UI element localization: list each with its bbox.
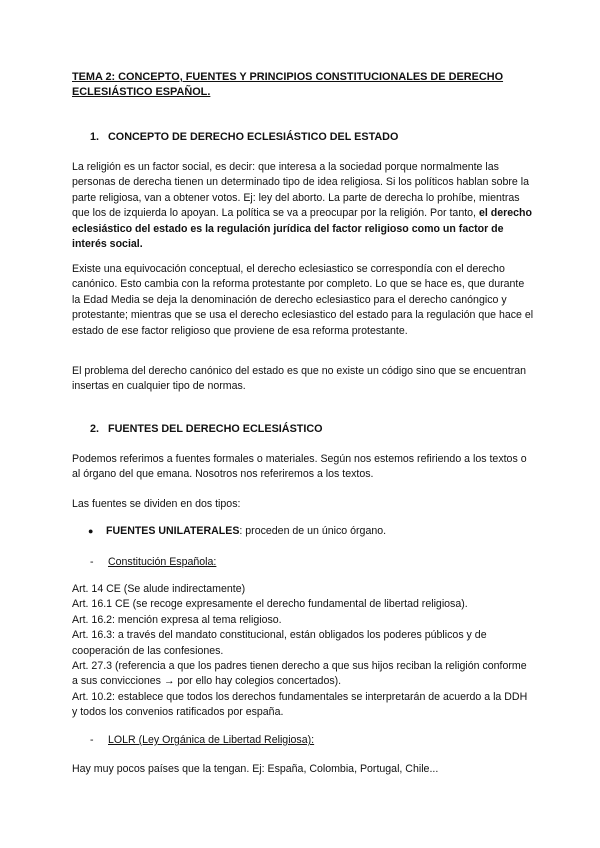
- section-2-number: 2.: [90, 423, 100, 435]
- article-line: Art. 10.2: establece que todos los derechos fundamentales se interpretarán de acuerdo a la DDH y todos los convenios ratificados por españa.: [72, 690, 528, 719]
- dash-icon: -: [90, 556, 94, 568]
- section-1-paragraph-2: Existe una equivocación conceptual, el derecho eclesiastico se correspondía con el derecho canónico. Esto cambia con la reforma protestante por completo. Lo que se hace es, que durante la Edad Media se deja la denominación de derecho eclesiastico para el derecho canóngico y protestante; mientras que se usa el derecho eclesiastico del estado para la regulación que hace el estado de ese factor religioso que proviene de esa reforma protestante.: [72, 263, 534, 337]
- section-1-paragraph-1: [72, 160, 534, 252]
- subheading-constitucion: Constitución Española:: [108, 556, 217, 568]
- subheading-lolr: LOLR (Ley Orgánica de Libertad Religiosa):: [108, 734, 315, 746]
- article-line: Art. 14 CE (Se alude indirectamente): [72, 583, 246, 595]
- article-line: Art. 16.2: mención expresa al tema religioso.: [72, 613, 282, 626]
- article-line: Art. 27.3 (referencia a que los padres tienen derecho a que sus hijos reciban la religión conforme a sus convicciones → por ello hay colegios concertados).: [72, 660, 527, 688]
- section-1-heading-text: CONCEPTO DE DERECHO ECLESIÁSTICO DEL ESTADO: [108, 131, 399, 143]
- section-2-heading: [90, 422, 323, 437]
- section-2-paragraph-3: Hay muy pocos países que la tengan. Ej: España, Colombia, Portugal, Chile...: [72, 763, 439, 775]
- section-2-heading-text: FUENTES DEL DERECHO ECLESIÁSTICO: [108, 423, 323, 435]
- section-1-heading: [90, 130, 398, 145]
- section-1-paragraph-3: El problema del derecho canónico del estado es que no existe un código sino que se encuentran insertas en cualquier tipo de normas.: [72, 365, 527, 393]
- section-1-number: 1.: [90, 131, 100, 143]
- bullet-bold-label: FUENTES UNILATERALES: [106, 525, 240, 537]
- bullet-item-unilaterales: [88, 524, 386, 539]
- section-2-paragraph-2: Las fuentes se dividen en dos tipos:: [72, 498, 241, 510]
- dash-item-constitucion: [90, 555, 216, 570]
- bullet-icon: ●: [88, 526, 94, 536]
- article-line: Art. 16.1 CE (se recoge expresamente el derecho fundamental de libertad religiosa).: [72, 598, 468, 611]
- section-1-paragraph-1-text: La religión es un factor social, es decir: que interesa a la sociedad porque normalmente las personas de derecha tienen un determinado tipo de idea religiosa. Si los políticos hablan sobre la parte religiosa, van a obtener votos. Ej: ley del aborto. La parte de derecha lo prohíbe, mientras que los de izquierda lo apoyan. La política se va a preocupar por la religión. Por tanto,: [72, 161, 530, 220]
- dash-item-lolr: [90, 733, 314, 748]
- articles-list: [72, 582, 534, 721]
- bullet-text: : proceden de un único órgano.: [239, 525, 387, 537]
- dash-icon: -: [90, 734, 94, 746]
- document-title: TEMA 2: CONCEPTO, FUENTES Y PRINCIPIOS CONSTITUCIONALES DE DERECHO ECLESIÁSTICO ESPAÑOL.: [72, 71, 504, 98]
- section-2-paragraph-1: Podemos referimos a fuentes formales o materiales. Según nos estemos refiriendo a los textos o al órgano del que emana. Nosotros nos referiremos a los textos.: [72, 453, 527, 481]
- article-line: Art. 16.3: a través del mandato constitucional, están obligados los poderes públicos y de cooperación de las confesiones.: [72, 629, 487, 657]
- section-1-definition: el derecho eclesiástico del estado es la regulación jurídica del factor religioso como un factor de interés social.: [72, 207, 532, 251]
